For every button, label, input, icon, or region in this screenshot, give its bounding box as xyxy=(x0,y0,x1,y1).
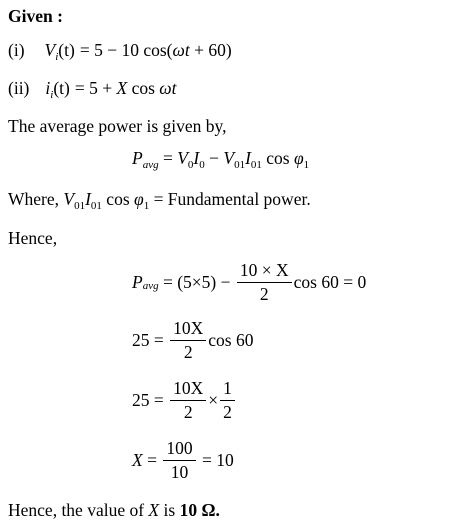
item-2-arg: (t) xyxy=(53,78,70,98)
item-2-cos: cos xyxy=(127,78,160,98)
pavg-I0: I xyxy=(193,148,200,168)
pavg-P: P xyxy=(132,148,143,168)
step1-eq: = (5×5) − xyxy=(158,271,235,292)
pavg-minus: − xyxy=(204,148,224,168)
pavg-formula xyxy=(132,148,310,171)
where-phi: φ xyxy=(134,189,144,209)
intro-text: The average power is given by, xyxy=(8,116,227,136)
conclusion-prefix: Hence, the value of xyxy=(8,500,149,520)
given-heading: Given : xyxy=(8,6,63,26)
item-1-label: (i) xyxy=(8,40,25,60)
step4-den: 10 xyxy=(170,461,189,482)
conclusion-value: 10 Ω. xyxy=(179,500,220,520)
step1-sub: avg xyxy=(142,280,159,292)
step4-tail: = 10 xyxy=(197,449,234,470)
where-V01: V xyxy=(63,189,75,209)
given-item-1 xyxy=(8,40,232,63)
item-2-sub: i xyxy=(50,89,54,101)
step4-fraction xyxy=(163,440,195,481)
where-cos: cos xyxy=(101,189,134,209)
where-phisub: 1 xyxy=(143,200,150,212)
step-4-equation xyxy=(132,440,234,481)
where-I01sub: 01 xyxy=(90,200,102,212)
item-1-t: t xyxy=(184,40,190,60)
item-1-tail: + 60) xyxy=(189,40,232,60)
step-1-equation xyxy=(132,262,366,303)
where-prefix: Where, xyxy=(8,189,64,209)
pavg-cos: cos xyxy=(261,148,294,168)
pavg-V0sub: 0 xyxy=(187,159,194,171)
item-2-eq: = 5 + xyxy=(74,78,117,98)
step1-fraction xyxy=(237,262,292,303)
step3-num: 10X xyxy=(170,380,206,401)
conclusion-mid: is xyxy=(159,500,180,520)
pavg-I0sub: 0 xyxy=(199,159,205,171)
step2-den: 2 xyxy=(183,341,193,362)
pavg-I01sub: 01 xyxy=(250,159,262,171)
pavg-V01: V xyxy=(223,148,235,168)
where-line xyxy=(8,189,311,212)
conclusion-line xyxy=(8,502,220,520)
where-V01sub: 01 xyxy=(74,200,86,212)
pavg-V01sub: 01 xyxy=(234,159,246,171)
step-3-equation xyxy=(132,380,237,421)
step3-den2: 2 xyxy=(223,401,232,422)
item-1-var: V xyxy=(44,40,56,60)
step4-eq: = xyxy=(142,449,162,470)
pavg-sub: avg xyxy=(142,159,159,171)
step2-lhs: 25 = xyxy=(132,329,169,350)
step2-num: 10X xyxy=(170,320,206,341)
step4-num: 100 xyxy=(163,440,195,461)
step4-lhs: X xyxy=(132,449,143,470)
step1-tail: cos 60 = 0 xyxy=(293,271,367,292)
pavg-phisub: 1 xyxy=(303,159,310,171)
pavg-eq: = xyxy=(158,148,178,168)
step1-num: 10 × X xyxy=(237,262,292,283)
step3-den: 2 xyxy=(183,401,193,422)
pavg-phi: φ xyxy=(293,148,304,168)
item-2-x: X xyxy=(116,78,128,98)
where-I01: I xyxy=(85,189,91,209)
item-2-label: (ii) xyxy=(8,78,30,98)
item-1-arg: (t) xyxy=(58,40,75,60)
step2-fraction xyxy=(170,320,206,361)
item-2-omega: ω xyxy=(159,78,172,98)
step1-P: P xyxy=(132,271,143,292)
item-1-eq: = 5 − 10 cos( xyxy=(79,40,173,60)
step3-fraction-1 xyxy=(170,380,206,421)
pavg-V0: V xyxy=(177,148,188,168)
step3-times: × xyxy=(208,389,219,410)
item-1-omega: ω xyxy=(172,40,185,60)
where-suffix: = Fundamental power. xyxy=(149,189,311,209)
step2-tail: cos 60 xyxy=(208,329,254,350)
hence-text: Hence, xyxy=(8,228,58,248)
pavg-I01: I xyxy=(245,148,251,168)
step1-den: 2 xyxy=(259,283,269,304)
given-item-2 xyxy=(8,78,177,101)
conclusion-x: X xyxy=(148,500,160,520)
item-2-t: t xyxy=(171,78,177,98)
step3-lhs: 25 = xyxy=(132,389,169,410)
step-2-equation xyxy=(132,320,253,361)
item-2-var: i xyxy=(45,78,51,98)
step3-fraction-2 xyxy=(220,380,235,421)
item-1-sub: i xyxy=(55,51,59,63)
step3-num2: 1 xyxy=(220,380,235,401)
